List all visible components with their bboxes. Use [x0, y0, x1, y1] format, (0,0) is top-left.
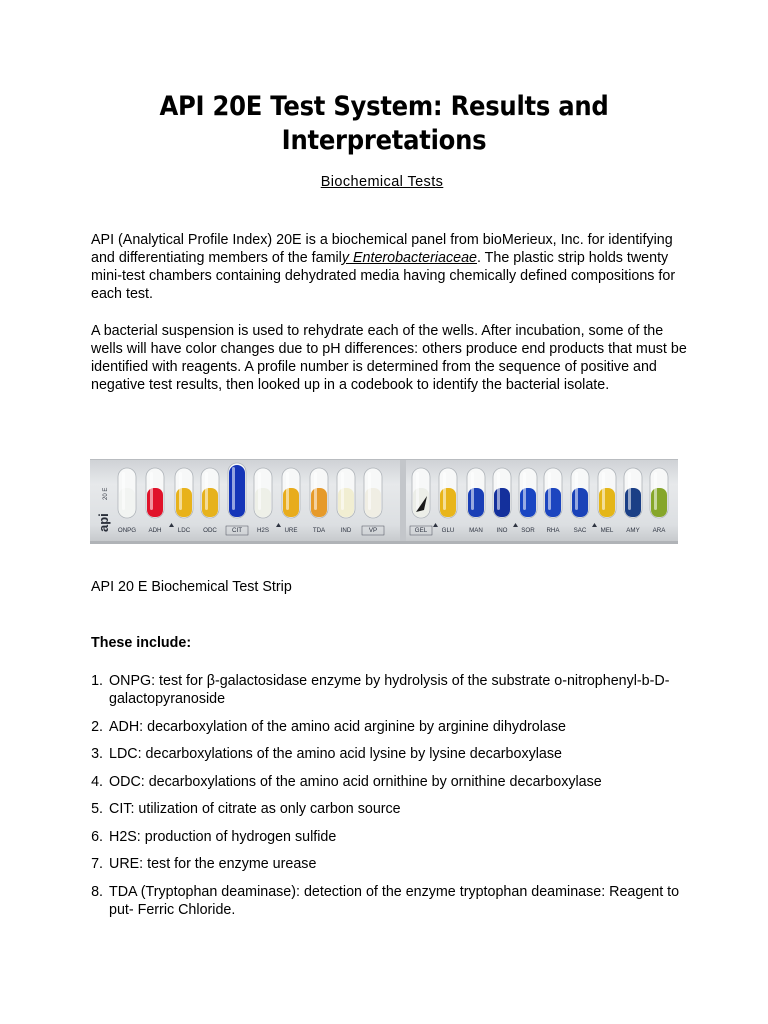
test-list-item	[91, 745, 691, 763]
well-highlight	[471, 472, 474, 510]
intro-paragraph-2: A bacterial suspension is used to rehydrate each of the wells. After incubation, some of the wells will have color changes due to pH differences: others produce end products that must be identified with reagents. A profile number is determined from the sequence of positive and negative test results, then looked up in a codebook to identify the bacterial isolate.	[91, 323, 687, 393]
test-description: LDC: decarboxylations of the amino acid lysine by lysine decarboxylase	[109, 746, 562, 762]
tests-list	[91, 672, 691, 928]
well-liquid	[147, 488, 163, 517]
well-liquid	[119, 488, 135, 517]
list-number: 1.	[91, 673, 103, 689]
well-highlight	[341, 472, 344, 510]
well-label: ONPG	[117, 527, 137, 534]
well-label: ARA	[652, 527, 666, 534]
well-highlight	[497, 472, 500, 510]
intro-text-end: . The plastic strip holds twenty mini-test chambers containing dehydrated media having chemically defined compositions for each test.	[91, 250, 676, 302]
well-liquid	[255, 488, 271, 517]
strip-divider	[400, 460, 406, 544]
well-marker-icon	[433, 523, 438, 527]
well-marker-icon	[592, 523, 597, 527]
well-liquid	[365, 488, 381, 517]
well-marker-icon	[276, 523, 281, 527]
test-list-item	[91, 672, 691, 708]
well-liquid	[311, 488, 327, 517]
well-label: AMY	[626, 527, 640, 534]
well-highlight	[179, 472, 182, 510]
well-highlight	[314, 472, 317, 510]
well-highlight	[654, 472, 657, 510]
well-label: MAN	[469, 527, 483, 534]
list-number: 3.	[91, 746, 103, 762]
api-test-strip-image	[90, 459, 678, 544]
well-marker-icon	[169, 523, 174, 527]
strip-caption: API 20 E Biochemical Test Strip	[91, 579, 292, 595]
well-label: RHA	[546, 527, 560, 534]
well-liquid	[599, 488, 615, 517]
well-liquid	[572, 488, 588, 517]
list-number: 2.	[91, 718, 103, 735]
test-description: TDA (Tryptophan deaminase): detection of the enzyme tryptophan deaminase: Reagent to put- Ferric Chloride.	[109, 883, 680, 918]
well-liquid	[338, 488, 354, 517]
well-label: SOR	[521, 527, 535, 534]
intro-paragraph-1	[91, 231, 691, 303]
test-description: URE: test for the enzyme urease	[109, 856, 317, 872]
well-highlight	[150, 472, 153, 510]
well-liquid	[176, 488, 192, 517]
well-liquid	[468, 488, 484, 517]
test-list-item	[91, 855, 691, 873]
intro-text-start: API (Analytical Profile Index) 20E is a biochemical panel from bioMerieux, Inc. for identifying and differentiating members of the famil	[91, 232, 673, 266]
well-highlight	[286, 472, 289, 510]
well-label: MEL	[600, 527, 614, 534]
page-title: API 20E Test System: Results and Interpretations	[159, 91, 609, 156]
subtitle: Biochemical Tests	[320, 174, 444, 190]
well-liquid	[520, 488, 536, 517]
well-label: INO	[496, 527, 508, 534]
well-label: GLU	[441, 527, 455, 534]
well-label: VP	[368, 527, 378, 534]
test-description: ADH: decarboxylation of the amino acid arginine by arginine dihydrolase	[109, 718, 566, 735]
well-liquid	[545, 488, 561, 517]
strip-model-text: 20 E	[103, 487, 109, 500]
well-liquid	[283, 488, 299, 517]
well-highlight	[443, 472, 446, 510]
well-label: H2S	[256, 527, 270, 534]
well-liquid	[651, 488, 667, 517]
test-list-item	[91, 828, 691, 846]
well-highlight	[602, 472, 605, 510]
well-label: TDA	[312, 527, 326, 534]
well-label: GEL	[414, 527, 428, 534]
well-highlight	[548, 472, 551, 510]
well-label: LDC	[177, 527, 191, 534]
test-description: H2S: production of hydrogen sulfide	[109, 828, 337, 845]
list-number: 7.	[91, 856, 103, 872]
test-list-item	[91, 800, 691, 818]
includes-heading: These include:	[91, 635, 192, 651]
list-number: 4.	[91, 773, 103, 790]
list-number: 6.	[91, 828, 103, 845]
test-list-item	[91, 718, 691, 736]
well-liquid	[494, 488, 510, 517]
well-highlight	[523, 472, 526, 510]
well-liquid	[625, 488, 641, 517]
api-logo-text: api	[96, 513, 111, 532]
well-liquid	[440, 488, 456, 517]
list-number: 5.	[91, 801, 103, 817]
api-logo	[96, 488, 111, 532]
well-label: SAC	[573, 527, 587, 534]
well-highlight	[628, 472, 631, 510]
test-strip-graphic	[90, 460, 678, 544]
well-highlight	[575, 472, 578, 510]
well-highlight	[205, 472, 208, 510]
well-highlight	[232, 467, 235, 510]
well-liquid	[202, 488, 218, 517]
test-list-item	[91, 883, 691, 919]
test-list-item	[91, 773, 691, 791]
well-label: IND	[340, 527, 352, 534]
well-liquid	[413, 488, 429, 517]
well-highlight	[258, 472, 261, 510]
well-label: ADH	[148, 527, 162, 534]
well-highlight	[368, 472, 371, 510]
well-liquid-full	[229, 465, 245, 515]
well-marker-icon	[513, 523, 518, 527]
family-name-link[interactable]: y Enterobacteriaceae	[341, 250, 477, 266]
well-label: ODC	[203, 527, 217, 534]
well-highlight	[416, 472, 419, 510]
well-label: URE	[284, 527, 298, 534]
list-number: 8.	[91, 883, 103, 900]
test-description: CIT: utilization of citrate as only carbon source	[109, 801, 401, 817]
test-description: ONPG: test for β-galactosidase enzyme by hydrolysis of the substrate o-nitrophenyl-b-D-galactopyranoside	[109, 673, 670, 707]
test-description: ODC: decarboxylations of the amino acid ornithine by ornithine decarboxylase	[109, 773, 602, 790]
well-highlight	[122, 472, 125, 510]
well-label: CIT	[232, 527, 242, 534]
